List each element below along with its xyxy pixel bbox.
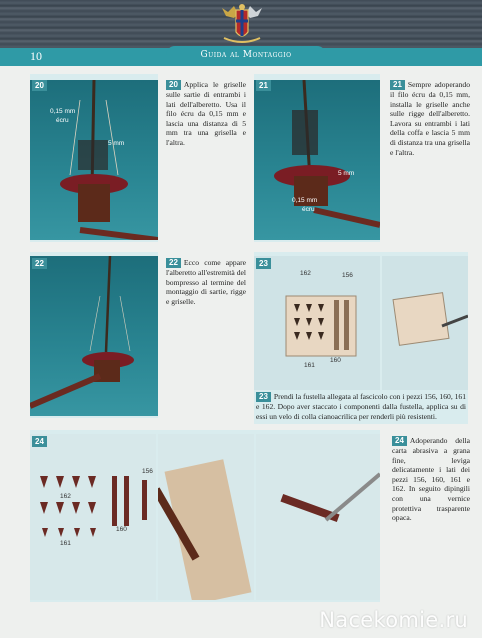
step-23-number: 23 — [256, 258, 271, 269]
step-23-sheet-illustration — [254, 256, 380, 390]
step-23-text — [256, 392, 466, 421]
step-23-photo-right — [382, 256, 468, 390]
step-24-instructions: Adoperando della carta abrasiva a grana fine, leviga delicatamente i lati dei pezzi 156, 160, 161 e 162. In seguito dipingili con una vernice protettiva trasparente opaca. — [392, 436, 470, 523]
step-23-photo-left — [254, 256, 380, 390]
step-23-label-161: 161 — [304, 362, 315, 369]
royal-crest-icon — [212, 2, 272, 46]
step-24-label-161: 161 — [60, 540, 71, 547]
step-21-photo — [254, 80, 380, 240]
step-23-glue-illustration — [382, 256, 468, 390]
step-23-label-156: 156 — [342, 272, 353, 279]
step-21-number: 21 — [256, 80, 271, 91]
step-23-instructions: Prendi la fustella allegata al fascicolo con i pezzi 156, 160, 161 e 162. Dopo aver staccato i componenti dalla fustella, applica su di essi un velo di colla cianoacrilica per renderli più resistenti. — [256, 392, 467, 421]
page-number: 10 — [30, 49, 42, 63]
step-20-mast-illustration — [30, 80, 158, 240]
step-24-badge: 24 — [392, 436, 407, 446]
step-20-photo — [30, 80, 158, 240]
step-23-label-160: 160 — [330, 357, 341, 364]
step-22-text — [166, 258, 246, 306]
step-20-label-gauge: 0,15 mm — [50, 108, 76, 115]
step-21-mast-illustration — [254, 80, 380, 240]
step-24-painting-illustration — [256, 434, 380, 600]
step-21-label-spacing: 5 mm — [338, 170, 355, 177]
step-23-badge: 23 — [256, 392, 271, 402]
step-20-instructions: Applica le griselle sulle sartie di entrambi i lati dell'alberetto. Usa il filo écru da 0,15 mm e lascia una distanza di 5 mm tra una grisella e l'altra. — [166, 80, 246, 147]
step-22-badge: 22 — [166, 258, 181, 268]
step-21-label-color: écru — [302, 206, 315, 213]
step-20-text — [166, 80, 246, 148]
section-title: Guida al Montaggio — [166, 46, 326, 64]
step-24-photo-pieces — [30, 434, 156, 600]
watermark: Nacekomie.ru — [319, 608, 468, 632]
step-24-text — [392, 436, 470, 523]
step-24-label-160: 160 — [116, 526, 127, 533]
step-22-number: 22 — [32, 258, 47, 269]
step-21-label-gauge: 0,15 mm — [292, 197, 318, 204]
step-22-instructions: Ecco come appare l'alberetto all'estremità del bompresso al termine del montaggio di sartie, rigge e griselle. — [166, 258, 246, 306]
step-20-number: 20 — [32, 80, 47, 91]
step-20-label-color: écru — [56, 117, 69, 124]
step-24-sanding-illustration — [158, 434, 254, 600]
step-24-number: 24 — [32, 436, 47, 447]
step-20-label-spacing: 5 mm — [108, 140, 125, 147]
step-24-photo-sanding — [158, 434, 254, 600]
step-24-label-156: 156 — [142, 468, 153, 475]
step-22-bowsprit-illustration — [30, 256, 158, 416]
step-21-instructions: Sempre adoperando il filo écru da 0,15 mm, installa le griselle anche sulle rigge dell'alberetto. Lavora su entrambi i lati della coffa e lascia 5 mm di distanza tra una grisella e l'altra. — [390, 80, 470, 157]
step-24-label-162: 162 — [60, 493, 71, 500]
step-22-photo — [30, 256, 158, 416]
step-20-badge: 20 — [166, 80, 181, 90]
step-21-badge: 21 — [390, 80, 405, 90]
step-24-pieces-illustration — [30, 434, 156, 600]
step-24-photo-painting — [256, 434, 380, 600]
step-23-label-162: 162 — [300, 270, 311, 277]
step-21-text — [390, 80, 470, 157]
